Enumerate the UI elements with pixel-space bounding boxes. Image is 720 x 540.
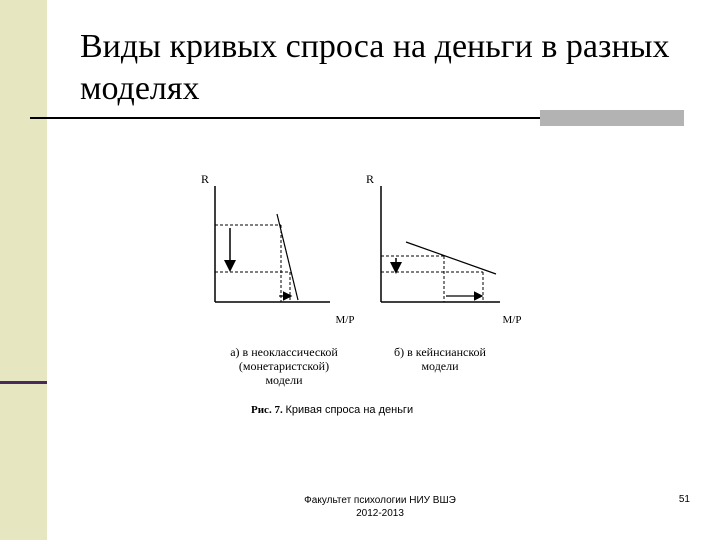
right-demand-curve <box>406 242 496 274</box>
right-caption-line-2: модели <box>421 359 459 373</box>
left-caption-line-2: (монетаристской) <box>238 359 330 373</box>
left-y-axis-label: R <box>201 172 210 186</box>
left-caption-line-3: модели <box>265 373 303 387</box>
right-caption-line-1: б) в кейнсианской <box>394 345 486 359</box>
right-panel-caption <box>373 345 507 387</box>
footer-year: 2012-2013 <box>356 508 404 519</box>
figure-caption-number: Рис. 7. <box>251 404 283 416</box>
left-caption-line-1: а) в неоклассической <box>230 345 338 359</box>
figure-caption <box>243 399 471 421</box>
slide-footer <box>290 494 470 520</box>
right-panel <box>381 186 500 302</box>
left-x-axis-label: M/P <box>324 314 366 330</box>
figure-caption-text: Кривая спроса на деньги <box>285 404 414 416</box>
right-x-axis-label: M/P <box>490 314 534 330</box>
right-y-axis-label: R <box>366 172 375 186</box>
left-demand-curve <box>277 214 298 300</box>
left-panel-caption <box>202 345 366 391</box>
footer-faculty: Факультет психологии НИУ ВШЭ <box>304 495 456 506</box>
slide-title: Виды кривых спроса на деньги в разных моделях <box>80 28 670 107</box>
slide-number: 51 <box>678 494 690 505</box>
left-panel <box>215 186 330 302</box>
